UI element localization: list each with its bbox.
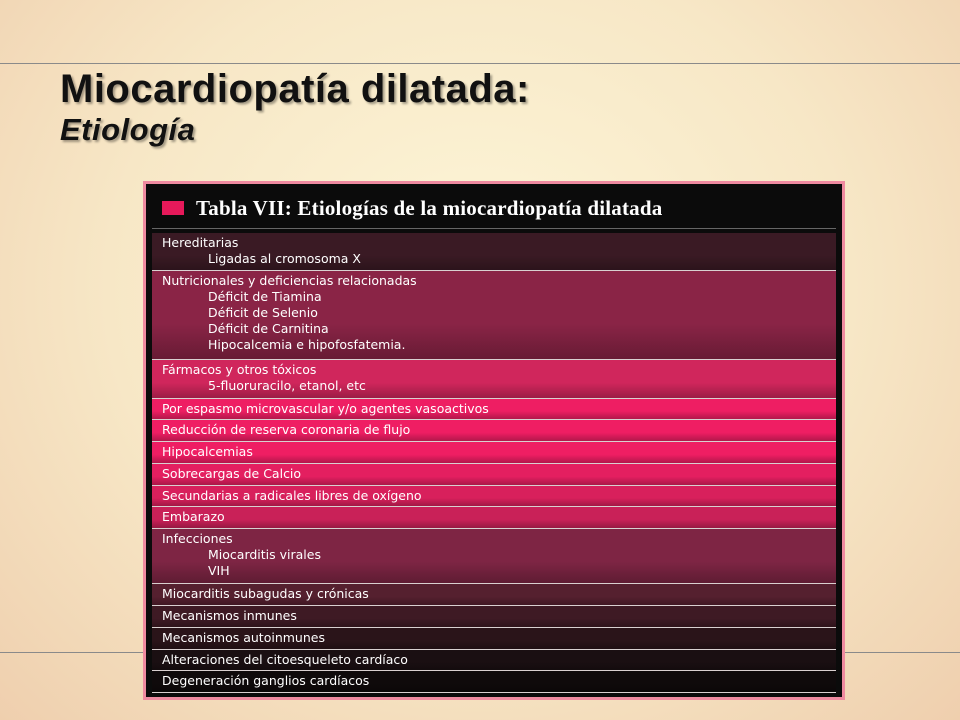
row-label: Mecanismos inmunes (162, 608, 297, 624)
row-label: Embarazo (162, 509, 225, 525)
header-marker-icon (162, 201, 184, 215)
table-row (152, 271, 836, 360)
row-sublabel: Déficit de Carnitina (208, 321, 329, 337)
row-label: Hipocalcemias (162, 444, 253, 460)
title-block (60, 66, 530, 148)
row-sublabel: Ligadas al cromosoma X (208, 251, 361, 266)
table-row (152, 420, 836, 442)
row-label: Mecanismos autoinmunes (162, 629, 325, 645)
row-label: Alteraciones del citoesqueleto cardíaco (162, 651, 408, 667)
row-sublabel: Déficit de Tiamina (208, 289, 322, 305)
row-label: Secundarias a radicales libres de oxígeno (162, 487, 422, 503)
row-label: Fármacos y otros tóxicos (162, 362, 317, 378)
row-label: Degeneración ganglios cardíacos (162, 673, 370, 689)
table-row (152, 628, 836, 650)
table-rows (152, 233, 836, 693)
table-title: Tabla VII: Etiologías de la miocardiopatía dilatada (196, 195, 663, 220)
table-row (152, 584, 836, 606)
row-sublabel: Hipocalcemia e hipofosfatemia. (208, 337, 406, 353)
top-divider (0, 63, 960, 64)
table-row (152, 360, 836, 398)
table-row (152, 650, 836, 672)
table-row (152, 671, 836, 693)
row-label: Miocarditis subagudas y crónicas (162, 586, 369, 602)
row-label: Hereditarias (162, 235, 239, 250)
table-header (152, 188, 836, 229)
table-row (152, 399, 836, 421)
row-label: Infecciones (162, 531, 233, 547)
table-row (152, 507, 836, 529)
etiology-table (143, 181, 845, 700)
table-row (152, 606, 836, 628)
row-label: Nutricionales y deficiencias relacionadas (162, 273, 417, 289)
table-row (152, 464, 836, 486)
row-label: Por espasmo microvascular y/o agentes vasoactivos (162, 400, 489, 416)
row-sublabel: Déficit de Selenio (208, 305, 318, 321)
row-sublabel: Miocarditis virales (208, 547, 321, 563)
table-row (152, 233, 836, 271)
slide-subtitle: Etiología (60, 112, 196, 147)
row-label: Reducción de reserva coronaria de flujo (162, 422, 411, 438)
table-row (152, 442, 836, 464)
slide-title: Miocardiopatía dilatada: (60, 67, 530, 111)
row-sublabel: 5-fluoruracilo, etanol, etc (208, 378, 366, 394)
table-row (152, 529, 836, 584)
row-sublabel: VIH (208, 563, 230, 579)
table-inner (146, 184, 842, 697)
row-label: Sobrecargas de Calcio (162, 465, 302, 481)
table-row (152, 486, 836, 508)
